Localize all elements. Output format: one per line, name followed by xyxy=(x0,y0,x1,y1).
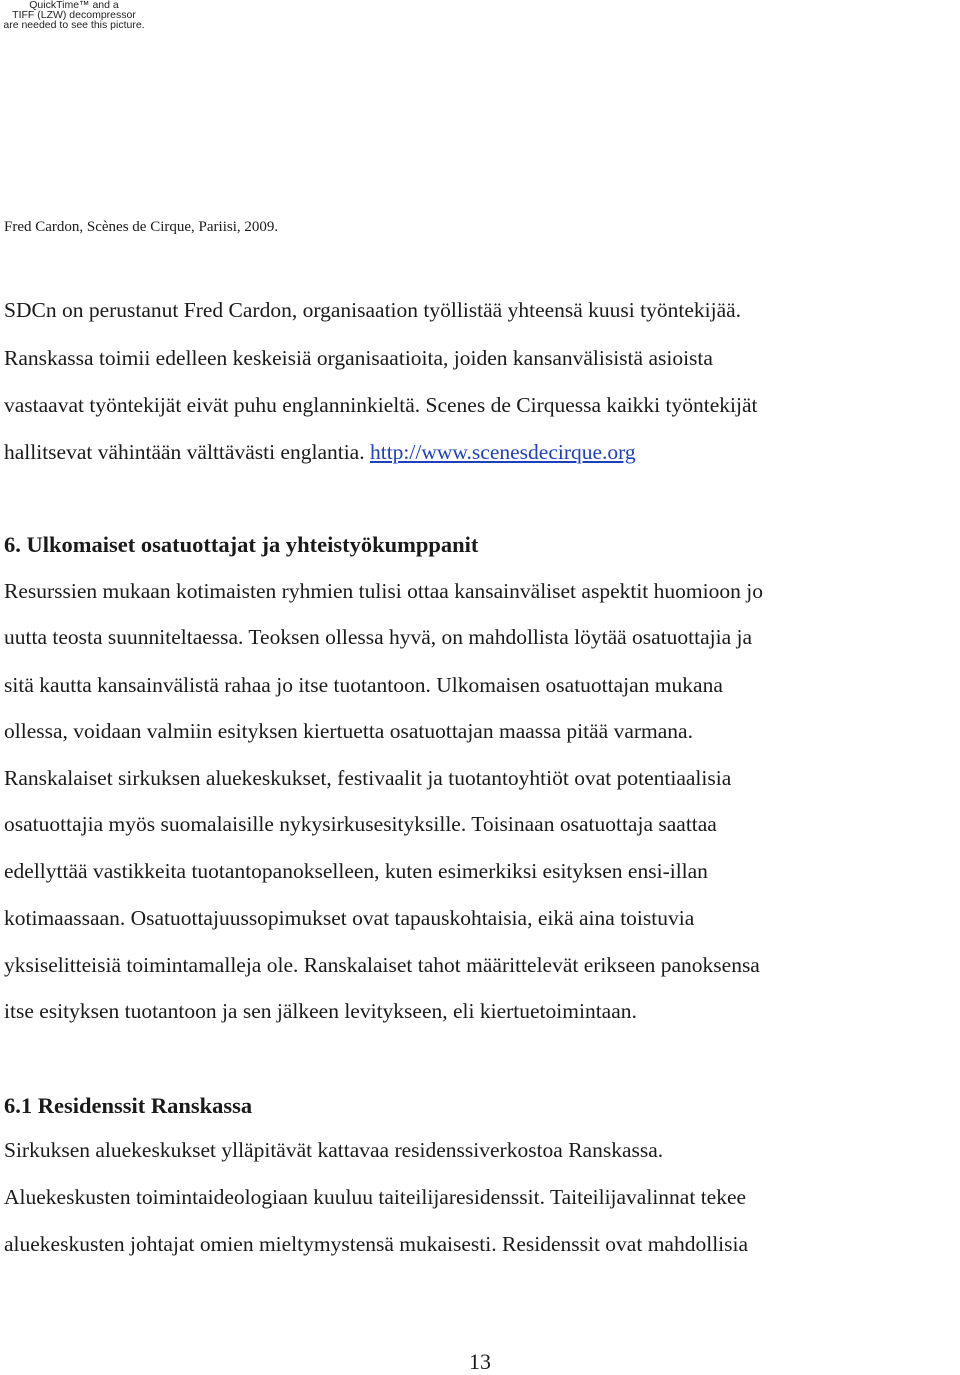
paragraph-line: aluekeskusten johtajat omien mieltymystensä mukaisesti. Residenssit ovat mahdollisia xyxy=(4,1232,749,1256)
paragraph-line-text: hallitsevat vähintään välttävästi englantia. xyxy=(4,440,370,464)
scenesdecirque-link[interactable]: http://www.scenesdecirque.org xyxy=(369,440,636,464)
paragraph-line: edellyttää vastikkeita tuotantopanokselleen, kuten esimerkiksi esityksen ensi-illan xyxy=(4,859,708,883)
missing-image-placeholder xyxy=(0,0,148,30)
paragraph-line: Ranskalaiset sirkuksen aluekeskukset, festivaalit ja tuotantoyhtiöt ovat potentiaalisia xyxy=(4,766,732,790)
paragraph-line: kotimaassaan. Osatuottajuussopimukset ovat tapauskohtaisia, eikä aina toistuvia xyxy=(4,906,695,930)
paragraph-line: osatuottajia myös suomalaisille nykysirkusesityksille. Toisinaan osatuottaja saattaa xyxy=(4,812,717,836)
paragraph-line: vastaavat työntekijät eivät puhu englanninkieltä. Scenes de Cirquessa kaikki työntekijät xyxy=(4,393,758,417)
placeholder-line-3: are needed to see this picture. xyxy=(3,19,145,31)
section-6-1-heading: 6.1 Residenssit Ranskassa xyxy=(4,1093,253,1118)
page-number: 13 xyxy=(469,1349,491,1374)
paragraph-line: sitä kautta kansainvälistä rahaa jo itse tuotantoon. Ulkomaisen osatuottajan mukana xyxy=(4,673,723,697)
image-caption: Fred Cardon, Scènes de Cirque, Pariisi, 2009. xyxy=(4,219,279,235)
section-6-heading: 6. Ulkomaiset osatuottajat ja yhteistyökumppanit xyxy=(4,532,479,557)
paragraph-line: Sirkuksen aluekeskukset ylläpitävät kattavaa residenssiverkostoa Ranskassa. xyxy=(4,1138,664,1162)
placeholder-line-2: TIFF (LZW) decompressor xyxy=(12,9,136,21)
paragraph-line: yksiselitteisiä toimintamalleja ole. Ranskalaiset tahot määrittelevät erikseen panoksensa xyxy=(4,953,760,977)
paragraph-line xyxy=(4,440,636,465)
placeholder-line-1: QuickTime™ and a xyxy=(29,0,119,11)
paragraph-line: Ranskassa toimii edelleen keskeisiä organisaatioita, joiden kansanvälisistä asioista xyxy=(4,346,713,370)
paragraph-line: ollessa, voidaan valmiin esityksen kiertuetta osatuottajan maassa pitää varmana. xyxy=(4,719,693,743)
paragraph-line: itse esityksen tuotantoon ja sen jälkeen levitykseen, eli kiertuetoimintaan. xyxy=(4,999,637,1023)
paragraph-line: uutta teosta suunniteltaessa. Teoksen ollessa hyvä, on mahdollista löytää osatuottajia ja xyxy=(4,625,753,649)
paragraph-line: Aluekeskusten toimintaideologiaan kuuluu taiteilijaresidenssit. Taiteilijavalinnat tekee xyxy=(4,1185,747,1209)
paragraph-line: SDCn on perustanut Fred Cardon, organisaation työllistää yhteensä kuusi työntekijää. xyxy=(4,298,742,322)
paragraph-line: Resurssien mukaan kotimaisten ryhmien tulisi ottaa kansainväliset aspektit huomioon jo xyxy=(4,579,763,603)
